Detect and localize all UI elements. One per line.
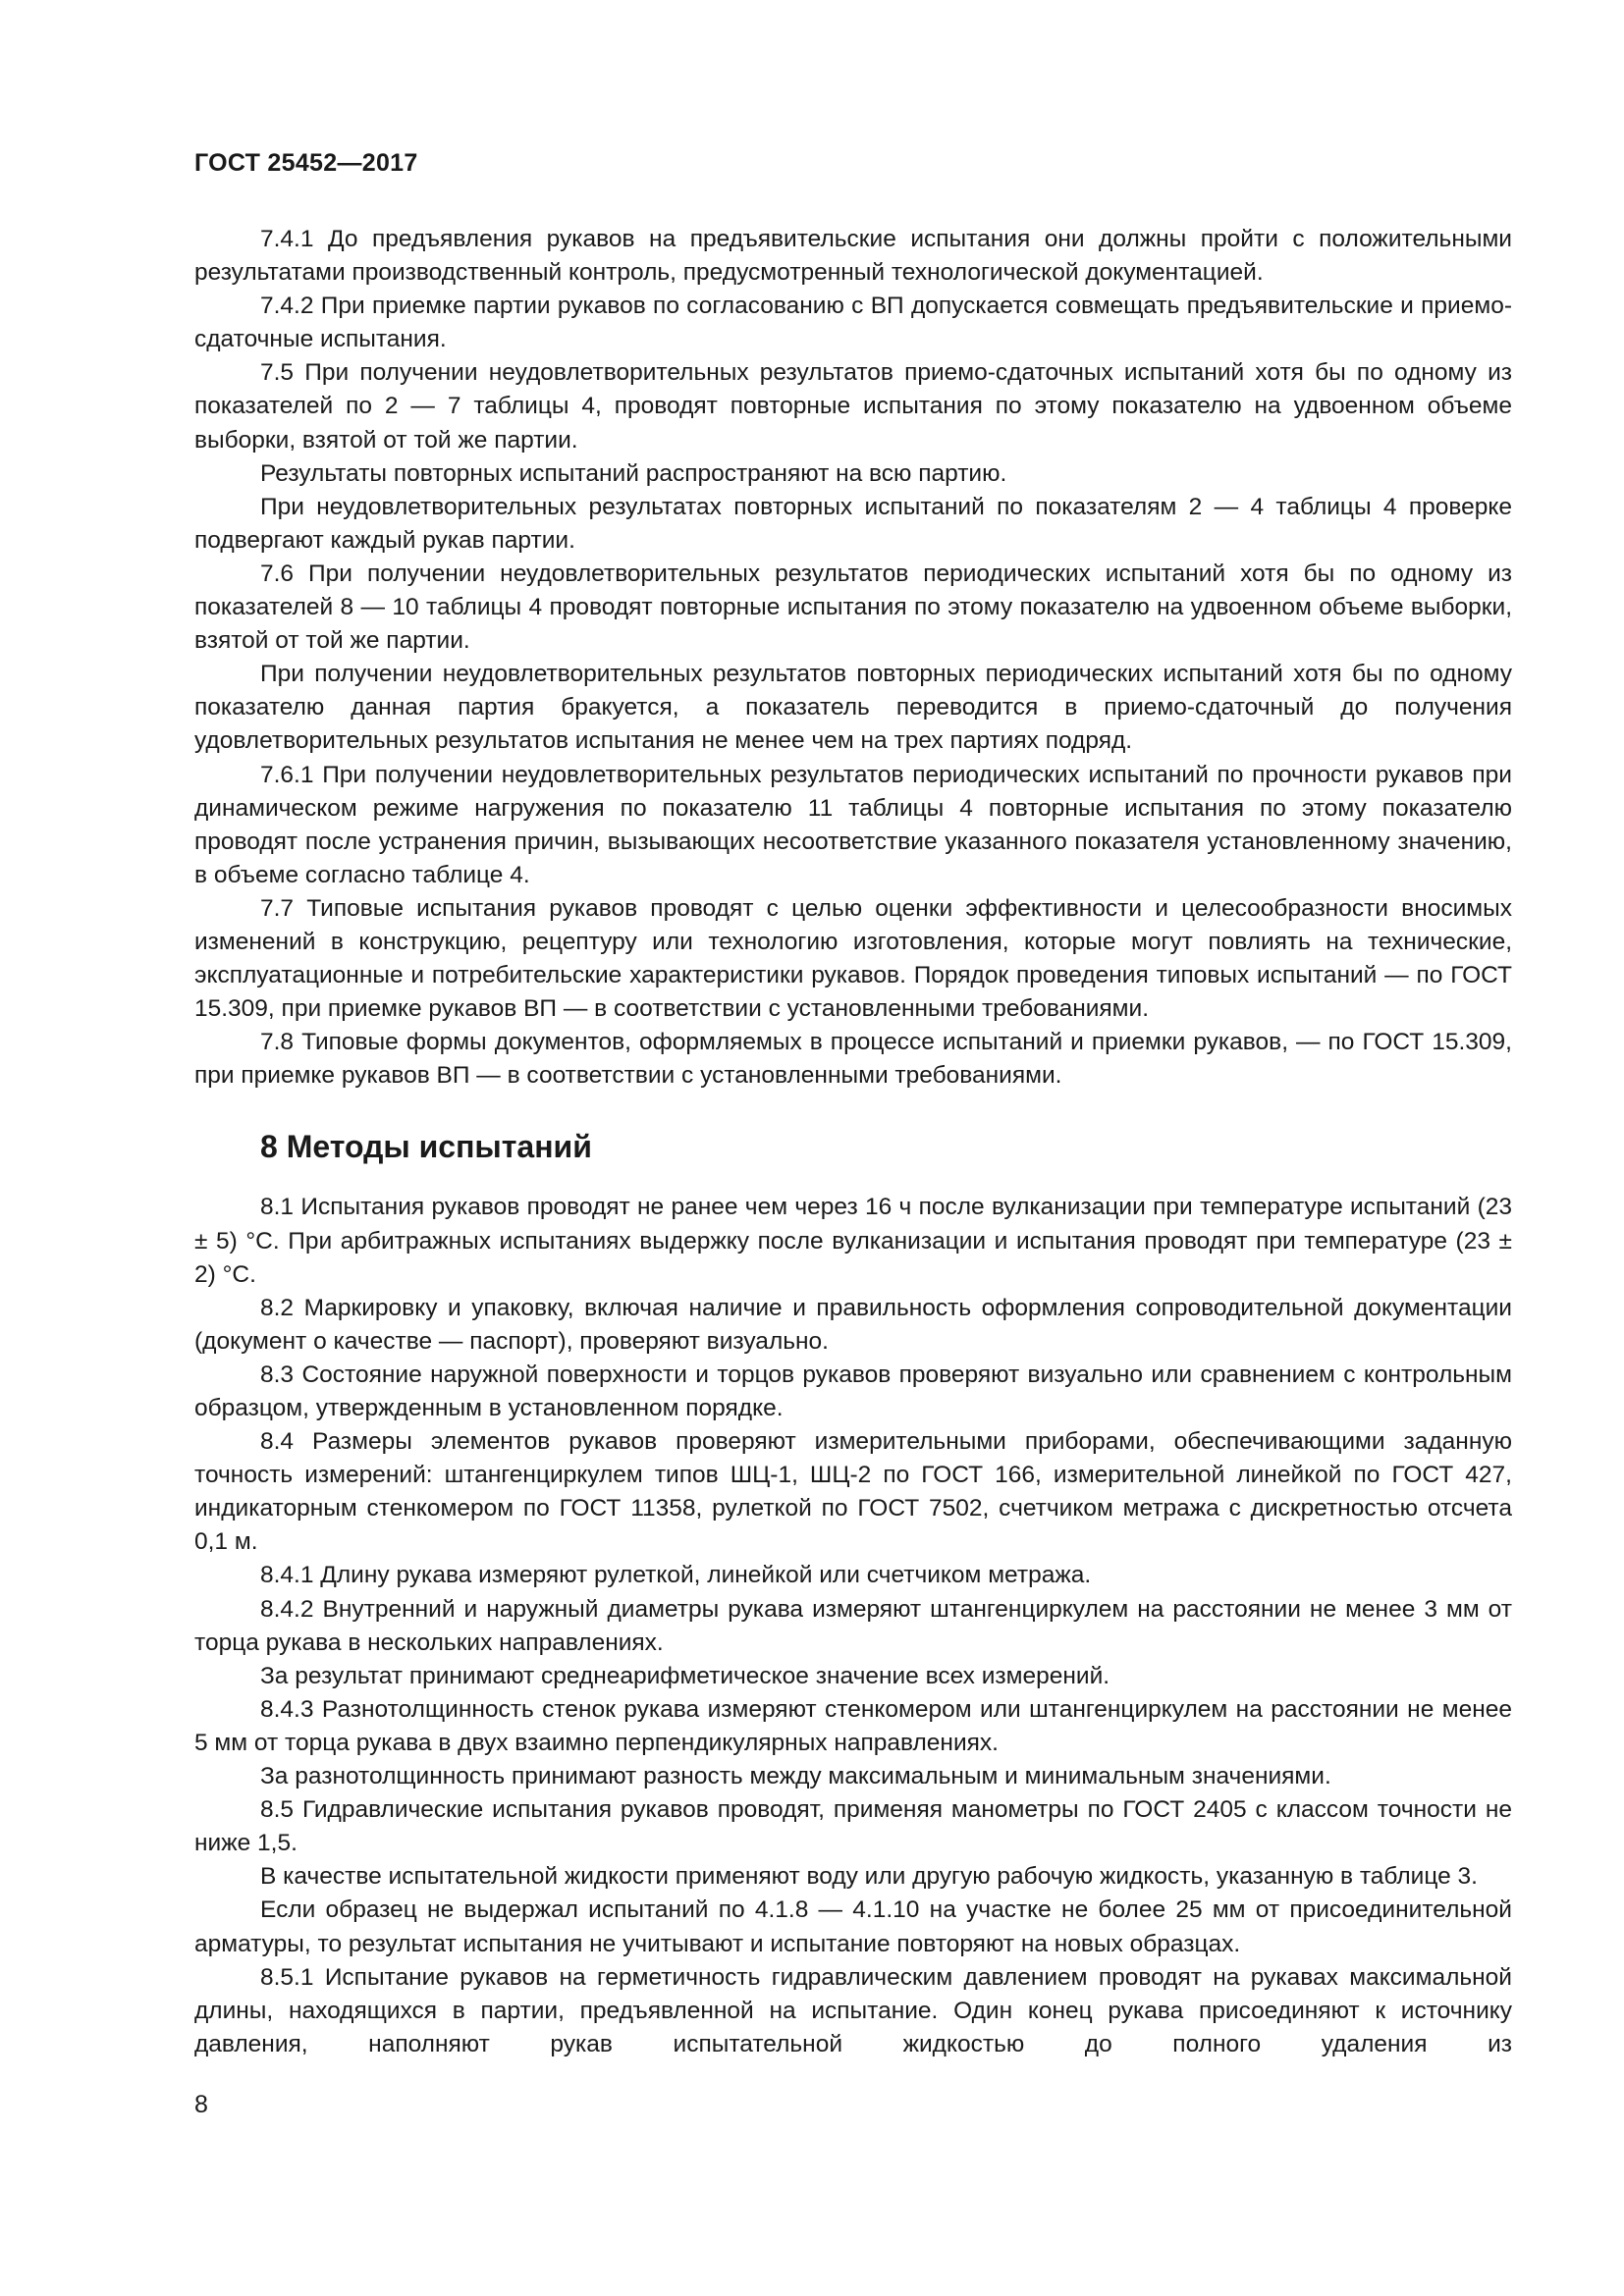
paragraph: 8.3 Состояние наружной поверхности и торцов рукавов проверяют визуально или сравнением с контрольным образцом, утвержденным в установленном порядке. <box>194 1361 1512 1421</box>
paragraph: 8.4.2 Внутренний и наружный диаметры рукава измеряют штангенциркулем на расстоянии не менее 3 мм от торца рукава в нескольких направлениях. <box>194 1595 1512 1656</box>
page-number: 8 <box>194 2091 208 2118</box>
paragraph: Результаты повторных испытаний распространяют на всю партию. <box>260 459 1007 487</box>
paragraph: При получении неудовлетворительных результатов повторных периодических испытаний хотя бы по одному показателю данная партия бракуется, а показатель переводится в приемо-сдаточный до получения удовлетворительных результатов испытания не менее чем на трех партиях подряд. <box>194 661 1512 755</box>
paragraph: 7.7 Типовые испытания рукавов проводят с целью оценки эффективности и целесообразности вносимых изменений в конструкцию, рецептуру или технологию изготовления, которые могут повлиять на технические, эксплуатационные и потребительские характеристики рукавов. Порядок проведения типовых испытаний — по ГОСТ 15.309, при приемке рукавов ВП — в соответствии с установленными требованиями. <box>194 894 1512 1023</box>
paragraph: За результат принимают среднеарифметическое значение всех измерений. <box>260 1662 1110 1689</box>
paragraph: 7.8 Типовые формы документов, оформляемых в процессе испытаний и приемки рукавов, — по ГОСТ 15.309, при приемке рукавов ВП — в соответствии с установленными требованиями. <box>194 1029 1512 1090</box>
paragraph: 8.1 Испытания рукавов проводят не ранее чем через 16 ч после вулканизации при температуре испытаний (23 ± 5) °С. При арбитражных испытаниях выдержку после вулканизации и испытания проводят при температуре (23 ± 2) °С. <box>194 1194 1512 1288</box>
paragraph: 8.4.3 Разнотолщинность стенок рукава измеряют стенкомером или штангенциркулем на расстоянии не менее 5 мм от торца рукава в двух взаимно перпендикулярных направлениях. <box>194 1695 1512 1756</box>
paragraph: В качестве испытательной жидкости применяют воду или другую рабочую жидкость, указанную в таблице 3. <box>260 1863 1478 1891</box>
paragraph: 7.5 При получении неудовлетворительных результатов приемо-сдаточных испытаний хотя бы по одному из показателей по 2 — 7 таблицы 4, проводят повторные испытания по этому показателю на удвоенном объеме выборки, взятой от той же партии. <box>194 359 1512 454</box>
paragraph: 8.4.1 Длину рукава измеряют рулеткой, линейкой или счетчиком метража. <box>260 1562 1092 1589</box>
paragraph: За разнотолщинность принимают разность между максимальным и минимальным значениями. <box>260 1763 1331 1790</box>
paragraph: 8.2 Маркировку и упаковку, включая наличие и правильность оформления сопроводительной документации (документ о качестве — паспорт), проверяют визуально. <box>194 1294 1512 1355</box>
paragraph: 7.4.2 При приемке партии рукавов по согласованию с ВП допускается совмещать предъявительские и приемо-сдаточные испытания. <box>194 293 1512 353</box>
paragraph: 8.5.1 Испытание рукавов на герметичность гидравлическим давлением проводят на рукавах максимальной длины, находящихся в партии, предъявленной на испытание. Один конец рукава присоединяют к источнику давления, наполняют рукав испытательной жидкостью до полного удаления из <box>194 1963 1512 2057</box>
paragraph: 7.6 При получении неудовлетворительных результатов периодических испытаний хотя бы по одному из показателей 8 — 10 таблицы 4 проводят повторные испытания по этому показателю на удвоенном объеме выборки, взятой от той же партии. <box>194 560 1512 655</box>
paragraph: 8.5 Гидравлические испытания рукавов проводят, применяя манометры по ГОСТ 2405 с классом точности не ниже 1,5. <box>194 1796 1512 1857</box>
paragraph: Если образец не выдержал испытаний по 4.1.8 — 4.1.10 на участке не более 25 мм от присоединительной арматуры, то результат испытания не учитывают и испытание повторяют на новых образцах. <box>194 1896 1512 1957</box>
paragraph: 7.4.1 До предъявления рукавов на предъявительские испытания они должны пройти с положительными результатами производственный контроль, предусмотренный технологической документацией. <box>194 226 1512 287</box>
paragraph: При неудовлетворительных результатах повторных испытаний по показателям 2 — 4 таблицы 4 проверке подвергают каждый рукав партии. <box>194 493 1512 554</box>
paragraph: 7.6.1 При получении неудовлетворительных результатов периодических испытаний по прочности рукавов при динамическом режиме нагружения по показателю 11 таблицы 4 повторные испытания по этому показателю проводят после устранения причин, вызывающих несоответствие указанного показателя установленному значению, в объеме согласно таблице 4. <box>194 761 1512 888</box>
paragraph: 8.4 Размеры элементов рукавов проверяют измерительными приборами, обеспечивающими заданную точность измерений: штангенциркулем типов ШЦ-1, ШЦ-2 по ГОСТ 166, измерительной линейкой по ГОСТ 427, индикаторным стенкомером по ГОСТ 11358, рулеткой по ГОСТ 7502, счетчиком метража с дискретностью отсчета 0,1 м. <box>194 1428 1512 1556</box>
document-body <box>194 223 1512 2061</box>
section-heading: 8 Методы испытаний <box>260 1129 592 1165</box>
document-header: ГОСТ 25452—2017 <box>194 149 418 177</box>
